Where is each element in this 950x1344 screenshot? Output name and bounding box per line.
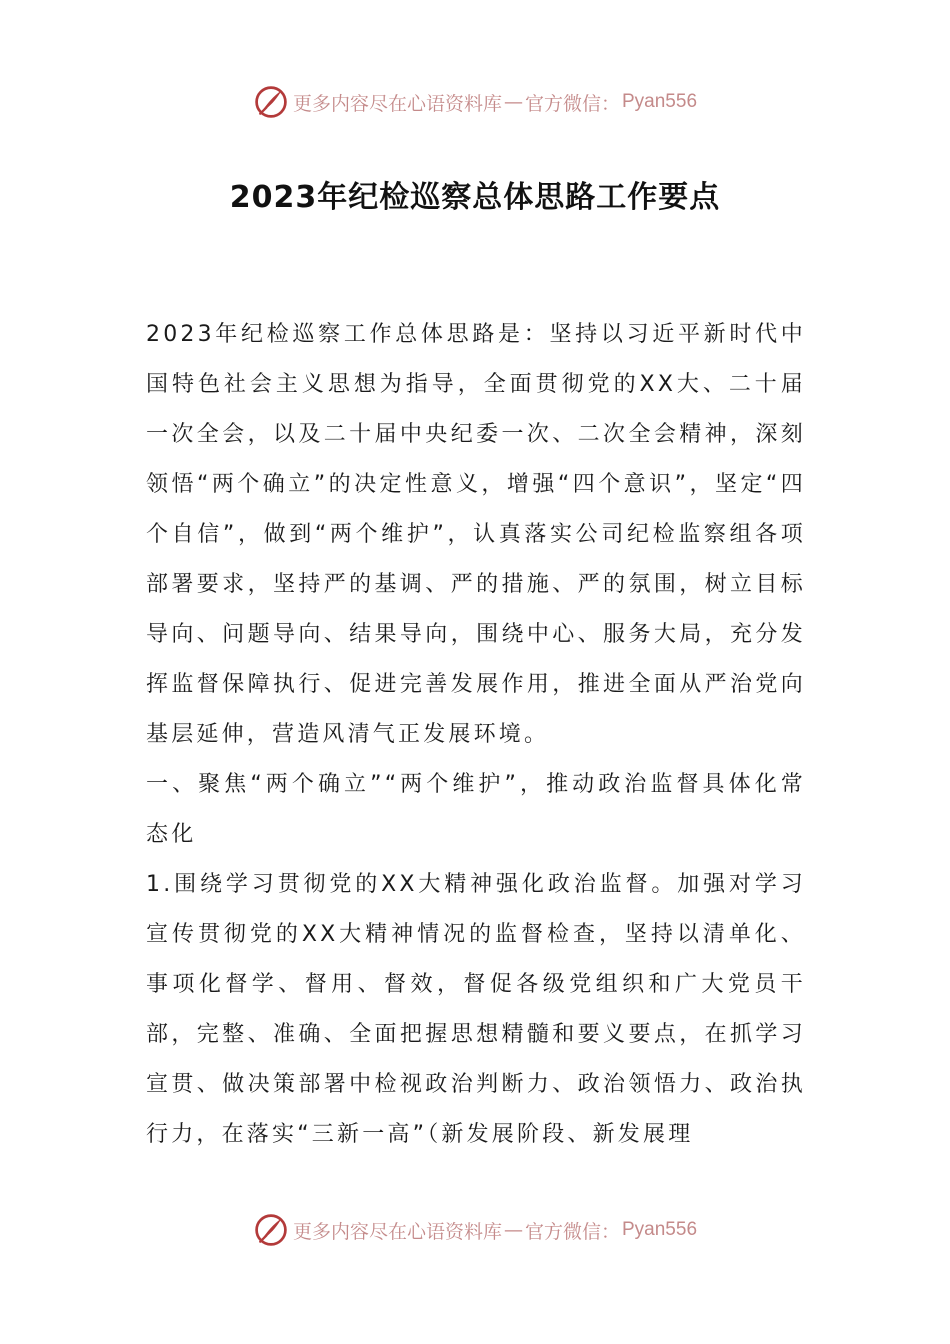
- section-heading: 一、聚焦“两个确立”“两个维护”，推动政治监督具体化常态化: [146, 772, 806, 847]
- watermark-separator: —: [503, 91, 523, 113]
- feather-pen-logo-icon: [253, 84, 289, 120]
- footer-watermark: [0, 1210, 950, 1250]
- watermark-account-id: Pyan556: [622, 1219, 698, 1240]
- watermark-account-id: Pyan556: [622, 91, 698, 112]
- document-title: 2023年纪检巡察总体思路工作要点: [229, 180, 721, 215]
- body-paragraph: 1.围绕学习贯彻党的XX大精神强化政治监督。加强对学习宣传贯彻党的XX大精神情况的监督检查，坚持以清单化、事项化督学、督用、督效，督促各级党组织和广大党员干部，完整、准确、全面把握思想精髓和要义要点，在抓学习宣贯、做决策部署中检视政治判断力、政治领悟力、政治执行力，在落实“三新一高”（新发展阶段、新发展理: [146, 872, 806, 1147]
- watermark-account-label: 官方微信：: [524, 1220, 620, 1243]
- body-paragraph: 2023年纪检巡察工作总体思路是：坚持以习近平新时代中国特色社会主义思想为指导，全面贯彻党的XX大、二十届一次全会，以及二十届中央纪委一次、二次全会精神，深刻领悟“两个确立”的决定性意义，增强“四个意识”，坚定“四个自信”，做到“两个维护”，认真落实公司纪检监察组各项部署要求，坚持严的基调、严的措施、严的氛围，树立目标导向、问题导向、结果导向，围绕中心、服务大局，充分发挥监督保障执行、促进完善发展作用，推进全面从严治党向基层延伸，营造风清气正发展环境。: [146, 322, 806, 747]
- document-body: [146, 310, 806, 1160]
- watermark-text: 更多内容尽在心语资料库: [292, 92, 502, 115]
- feather-pen-logo-icon: [253, 1212, 289, 1248]
- watermark-account-label: 官方微信：: [524, 92, 620, 115]
- header-watermark: [0, 82, 950, 122]
- watermark-separator: —: [503, 1219, 523, 1241]
- watermark-text: 更多内容尽在心语资料库: [292, 1220, 502, 1243]
